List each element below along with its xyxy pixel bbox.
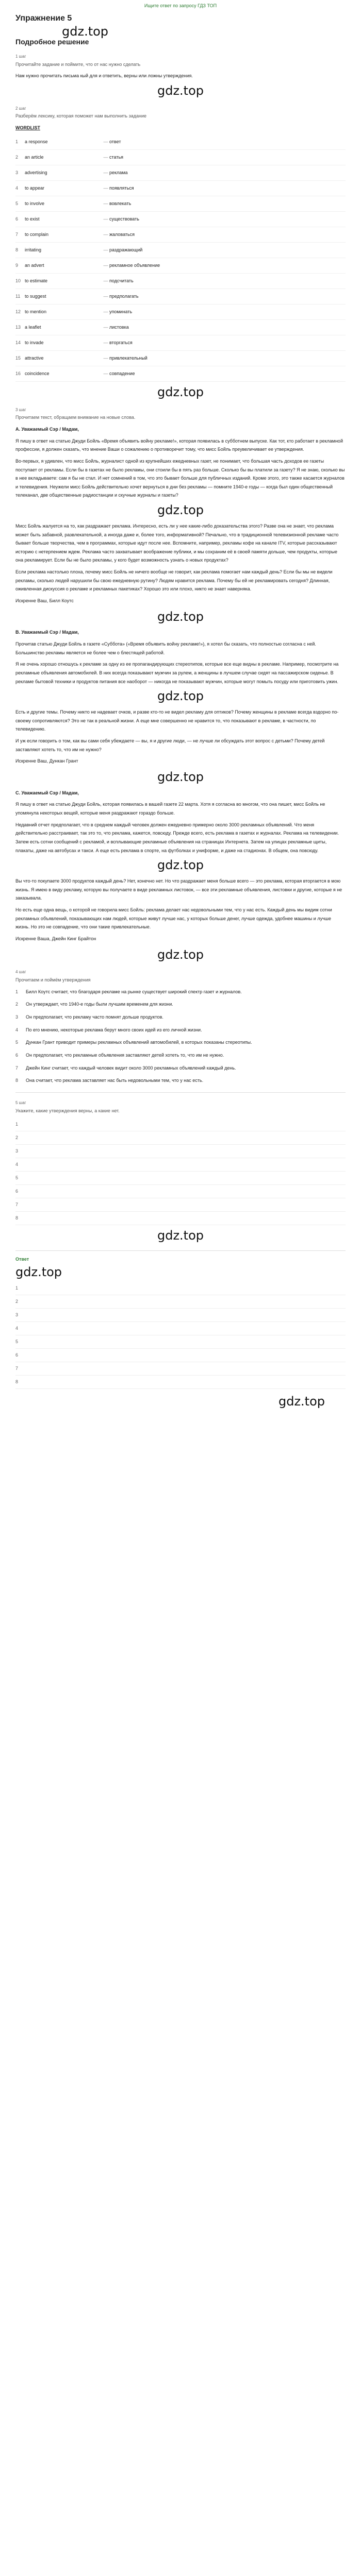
step-label: 4 шаг [15,970,26,975]
vocab-english: to invade [25,340,44,345]
answer-row [15,1349,346,1362]
vocab-number: 3 [15,170,19,175]
result-row [15,1118,346,1131]
vocab-row [15,134,346,150]
answer-row [15,1295,346,1309]
statement-item [15,1064,346,1073]
wordlist-heading: WORDLIST [15,125,40,131]
step-label: 3 шаг [15,407,26,412]
vocab-english: to appear [25,185,45,191]
vocab-number: 13 [15,324,21,330]
vocab-dash: — [103,278,108,283]
vocab-dash: — [103,200,108,206]
top-bar [15,0,346,11]
statement-item [15,1026,346,1035]
step-task: Укажите, какие утверждения верны, а какие нет. [15,1108,120,1113]
vocab-russian: подсчитать [109,278,134,283]
vocab-russian: жаловаться [109,231,135,237]
letter-c-paragraph: Вы что-то покупаете 3000 продуктов каждый день? Нет, конечно нет. Но что раздражает меня больше всего — это реклама, которая вторгается в мою жизнь. Я имею в виду рекламу, которую вы получаете в виде рекламных листовок, — все эти рекламные объявления, листовки и другие, которые я не заказывала. [15,878,342,901]
vocab-russian: привлекательный [109,355,147,361]
statement-text: Джейн Кинг считает, что каждый человек видит около 3000 рекламных объявлений каждый день. [26,1065,236,1071]
vocab-russian: вторгаться [109,340,133,345]
vocab-english: advertising [25,170,47,175]
vocab-english: to mention [25,309,47,314]
statement-number: 7 [15,1065,19,1071]
vocab-russian: предполагать [109,293,139,299]
statement-number: 5 [15,1040,19,1045]
letter-c-heading: C. Уважаемый Сэр / Мадам, [15,790,79,795]
vocab-dash: — [103,231,108,237]
vocab-number: 9 [15,262,19,268]
answer-label: Ответ [15,1257,29,1262]
letter-b-heading: B. Уважаемый Сэр / Мадам, [15,630,79,635]
statement-item [15,988,346,996]
statement-text: Он предполагает, что рекламные объявления заставляют детей хотеть то, что им не нужно. [26,1052,224,1058]
vocab-number: 4 [15,185,19,191]
vocab-russian: листовка [109,324,129,330]
letter-b-paragraph: Я не очень хорошо отношусь к рекламе за одну из ее пропагандирующих стереотипов, которые все еще видны в рекламе. Например, посмотрите на рекламные объявления автомобилей. В них всегда показывают мужчин за рулем, а женщины в лучшем случае сидят на пассажирском сиденье. В рекламе бытовой техники и продуктов питания все наоборот — никогда не показывают мужчин, которые могут помыть посуду или приготовить ужин. [15,662,339,684]
answer-number: 4 [15,1325,19,1331]
letter-b-paragraph: И уж если говорить о том, как вы сами себя убеждаете — вы, я и другие люди, — не лучше ли обсуждать этот вопрос с детьми? Почему детей заставляют хотеть то, что им не нужно? [15,738,325,752]
vocab-number: 15 [15,355,21,361]
result-number: 5 [15,1175,19,1181]
step-3 [15,407,346,943]
watermark: gdz.top [157,769,204,784]
watermark: gdz.top [157,384,204,399]
result-row [15,1198,346,1212]
vocab-english: to complain [25,231,49,237]
letter-a-heading: A. Уважаемый Сэр / Мадам, [15,426,79,432]
answer-number: 5 [15,1338,19,1344]
vocab-row [15,243,346,258]
letter-a-signature: Искренне Ваш, Билл Коутс [15,598,74,604]
result-number: 3 [15,1148,19,1154]
vocab-russian: статья [109,154,124,160]
step-1 [15,54,346,80]
vocab-dash: — [103,154,108,160]
result-number: 8 [15,1215,19,1221]
vocab-row [15,212,346,227]
step-5 [15,1100,346,1225]
answer-row [15,1376,346,1389]
statement-item [15,1076,346,1085]
solution-subtitle: Подробное решение [15,37,89,46]
statement-item [15,1000,346,1009]
statement-item [15,1051,346,1060]
answer-row [15,1322,346,1335]
vocab-row [15,304,346,320]
vocab-russian: совпадение [109,370,135,376]
statement-number: 6 [15,1052,19,1058]
vocab-row [15,366,346,382]
statement-item [15,1038,346,1047]
vocab-english: an advert [25,262,44,268]
watermark: gdz.top [62,24,109,39]
vocab-dash: — [103,324,108,330]
statement-text: Билл Коутс считает, что благодаря рекламе на рынке существует широкий спектр газет и журналов. [26,989,242,994]
step-2 [15,106,346,382]
vocab-english: attractive [25,355,44,361]
letter-c-paragraph: Недавний отчет предполагает, что в среднем каждый человек должен ежедневно примерно около 3000 рекламных объявлений. Что меня действительно расстраивает, так это то, что реклама, кажется, повсюду. Прежде всего, есть реклама в газетах и журналах. Реклама на телевидении. Затем есть сотни сообщений с рекламой, и всплывающие рекламные объявления на страницах Интернета. Затем на улицах рекламные щиты, плакаты, даже на автобусах и такси. А еще есть реклама в спорте, на футболках и униформе, и даже на стадионах. В общем, она повсюду. [15,822,339,853]
statement-text: Дункан Грант приводит примеры рекламных объявлений автомобилей, в которых показаны стереотипы. [26,1040,252,1045]
letter-a-paragraph: Я пишу в ответ на статью Джуди Бойль «Время объявить войну рекламе!», которая появилась в субботнем выпуске. Как тот, кто работает в рекламной профессии, я должен сказать, что мнение Ваши о сожалению о противоречит тому, что мисс Бойль преувеличивает ее утверждения. [15,438,343,452]
watermark: gdz.top [157,1228,204,1243]
vocab-number: 8 [15,247,19,252]
vocab-dash: — [103,370,108,376]
letter-c-signature: Искренне Ваша, Джейн Кинг Брайтон [15,936,96,941]
vocab-number: 7 [15,231,19,237]
result-number: 4 [15,1162,19,1167]
answer-number: 6 [15,1352,19,1358]
vocab-russian: упоминать [109,309,133,314]
step-4 [15,969,346,1085]
vocab-russian: появляться [109,185,134,191]
watermark: gdz.top [278,1394,325,1409]
vocab-list [15,134,346,382]
vocab-row [15,165,346,181]
result-number: 2 [15,1135,19,1141]
statement-number: 4 [15,1027,19,1032]
vocab-russian: реклама [109,170,128,175]
answer-number: 2 [15,1298,19,1304]
vocab-dash: — [103,262,108,268]
result-row [15,1158,346,1172]
vocab-dash: — [103,185,108,191]
watermark: gdz.top [15,1264,62,1279]
vocab-english: irritating [25,247,42,252]
vocab-dash: — [103,216,108,222]
vocab-number: 11 [15,293,21,299]
letter-b-paragraph: Есть и другие темы. Почему никто не надевает очков, и разве кто-то не видел рекламу для оптиков? Почему женщины в рекламе всегда вздорно по-своему сопротивляются? Это не так в реальной жизни. А еще мне совершенно не нравится то, что показывают в рекламе, в частности, по телевидению. [15,709,339,732]
letter-b-paragraph: Прочитав статью Джуди Бойль в газете «Суббота» («Время объявить войну рекламе!»), я хотел бы сказать, что полностью согласна с ней. Большинство рекламы является не более чем о блестящей работой. [15,641,316,655]
letter-a-paragraph: Во-первых, я удивлен, что мисс Бойль, журналист одной из крупнейших ежедневных газет, не понимает, что большая часть доходов ее газеты поступает от рекламы. Если бы в газетах не было рекламы, они стоили бы в пять раз больше. Сколько бы вы платили за газету? Я не знаю, сколько вы в нее вкладываете: сам я бы не стал. И нет сомнений в том, что это бывает больше для публичных изданий. Кроме этого, это также касается журналов и телевидения. Неужели мисс Бойль действительно хочет вернуться в дни без рекламы — помните 1940-е годы — когда был один общественный телеканал, две общественные радиостанции и скучные журналы и газеты? [15,458,345,498]
step-text: Нам нужно прочитать письма кый для и ответить, верны или ложны утверждения. [15,73,193,79]
vocab-row [15,289,346,304]
vocab-row [15,196,346,212]
answer-number: 1 [15,1285,19,1291]
answer-row [15,1282,346,1295]
vocab-number: 12 [15,309,21,314]
statement-number: 1 [15,989,19,994]
letter-b-signature: Искренне Ваш, Дункан Грант [15,758,78,764]
vocab-english: a leaflet [25,324,41,330]
vocab-number: 2 [15,154,19,160]
vocab-english: to exist [25,216,40,222]
step-label: 5 шаг [15,1100,26,1105]
vocab-russian: вовлекать [109,200,132,206]
vocab-english: to estimate [25,278,48,283]
vocab-dash: — [103,247,108,252]
result-row [15,1131,346,1145]
statement-text: Он утверждает, что 1940-е годы были лучшим временем для жизни. [26,1002,173,1007]
watermark: gdz.top [157,947,204,962]
result-number: 7 [15,1202,19,1208]
vocab-row [15,274,346,289]
vocab-dash: — [103,139,108,144]
letter-a-paragraph: Мисс Бойль жалуется на то, как раздражает реклама. Интересно, есть ли у нее какие-либо доказательства этого? Разве она не знает, что реклама может быть забавной, развлекательной, а иногда даже и, более того, информативной? Печально, что в традиционной телевизионной рекламе часто бывает больше творчества, чем в программах, которые идут после нее. Вспомните, например, рекламы кофе на канале ITV, которые рассказывают историю с нетерпением ждем. Реклама часто захватывает воображение публики, и мы сохраним её в своей памяти дольше, чем продукты, которые она рекламирует. Если бы не было рекламы, у кого будет возможность узнать о новых продуктах? [15,523,339,563]
result-row [15,1172,346,1185]
watermark: gdz.top [157,689,204,704]
answer-number: 3 [15,1312,19,1317]
vocab-english: coincidence [25,370,50,376]
statement-text: По его мнению, некоторые реклама берут много своих идей из его личной жизни. [26,1027,202,1032]
answer-number: 8 [15,1379,19,1384]
watermark: gdz.top [157,858,204,873]
vocab-number: 14 [15,340,21,345]
vocab-row [15,335,346,351]
vocab-russian: существовать [109,216,139,222]
result-number: 1 [15,1122,19,1127]
step-task: Прочитайте задание и поймите, что от нас нужно сделать [15,61,141,67]
vocab-row [15,320,346,335]
watermark: gdz.top [157,83,204,98]
vocab-number: 1 [15,139,19,144]
vocab-english: a response [25,139,48,144]
top-search-link[interactable]: Ищите ответ по запросу ГДЗ ТОП [144,3,217,8]
vocab-number: 5 [15,200,19,206]
vocab-english: to suggest [25,293,46,299]
vocab-number: 10 [15,278,21,283]
step-task: Разберём лексику, которая поможет нам выполнить задание [15,113,146,119]
letter-c-paragraph: Я пишу в ответ на статью Джуди Бойль, которая появилась в вашей газете 22 марта. Хотя я согласна во многом, что она пишет, мисс Бойль не упомянула некоторых вещей, которые меня раздражают гораздо больше. [15,802,325,816]
answer-section [15,1255,346,1409]
result-number: 6 [15,1189,19,1194]
letter-a-paragraph: Если реклама настолько плоха, почему мисс Бойль не ничего вообще не говорит, как реклама помогает нам каждый день? Если бы мы не видели рекламы, сколько людей нарушили бы свою ежедневную рутину? Людям нравится реклама. Почему бы ей не рекламировать сегодня? Длинная, оживленная дискуссия о рекламе и рекламных пакетиках? Хорошо это или плохо, никто не знает наверняка. [15,569,333,592]
vocab-row [15,181,346,196]
step-label: 1 шаг [15,54,26,59]
vocab-dash: — [103,355,108,361]
divider [15,1092,346,1093]
result-row [15,1212,346,1225]
vocab-row [15,227,346,243]
vocab-dash: — [103,309,108,314]
step-task: Прочитаем текст, обращаем внимание на новые слова. [15,415,136,420]
vocab-number: 6 [15,216,19,222]
vocab-english: to involve [25,200,45,206]
vocab-dash: — [103,340,108,345]
vocab-russian: ответ [109,139,121,144]
statement-text: Она считает, что реклама заставляет нас быть недовольными тем, что у нас есть. [26,1078,204,1083]
statement-number: 2 [15,1002,19,1007]
exercise-title: Упражнение 5 [15,14,72,23]
step-task: Прочитаем и поймём утверждения [15,977,91,983]
statement-text: Он предполагает, что рекламу часто помнят дольше продуктов. [26,1014,163,1020]
vocab-russian: рекламное объявление [109,262,160,268]
vocab-dash: — [103,293,108,299]
statement-number: 3 [15,1014,19,1020]
statement-item [15,1013,346,1022]
divider [15,1250,346,1251]
answer-number: 7 [15,1365,19,1371]
letter-c-paragraph: Но есть еще одна вещь, о которой не говорила мисс Бойль: реклама делает нас недовольными тем, что у нас есть. Каждый день мы видим сотни рекламных объявлений, показывающих нам людей, которые живут лучше нас, у которых больше денег, лучше одежда, удобнее машины и лучше жизнь. Но это не совпадение, что они такие привлекательные. [15,907,332,930]
result-row [15,1185,346,1198]
vocab-number: 16 [15,370,21,376]
answer-row [15,1309,346,1322]
statement-number: 8 [15,1078,19,1083]
watermark: gdz.top [157,503,204,518]
watermark: gdz.top [157,609,204,624]
step-label: 2 шаг [15,106,26,111]
vocab-row [15,150,346,165]
result-row [15,1145,346,1158]
vocab-dash: — [103,170,108,175]
vocab-english: an article [25,154,44,160]
answer-row [15,1335,346,1349]
vocab-russian: раздражающий [109,247,143,252]
answer-row [15,1362,346,1376]
vocab-row [15,258,346,274]
vocab-row [15,351,346,366]
statement-list [15,988,346,1085]
